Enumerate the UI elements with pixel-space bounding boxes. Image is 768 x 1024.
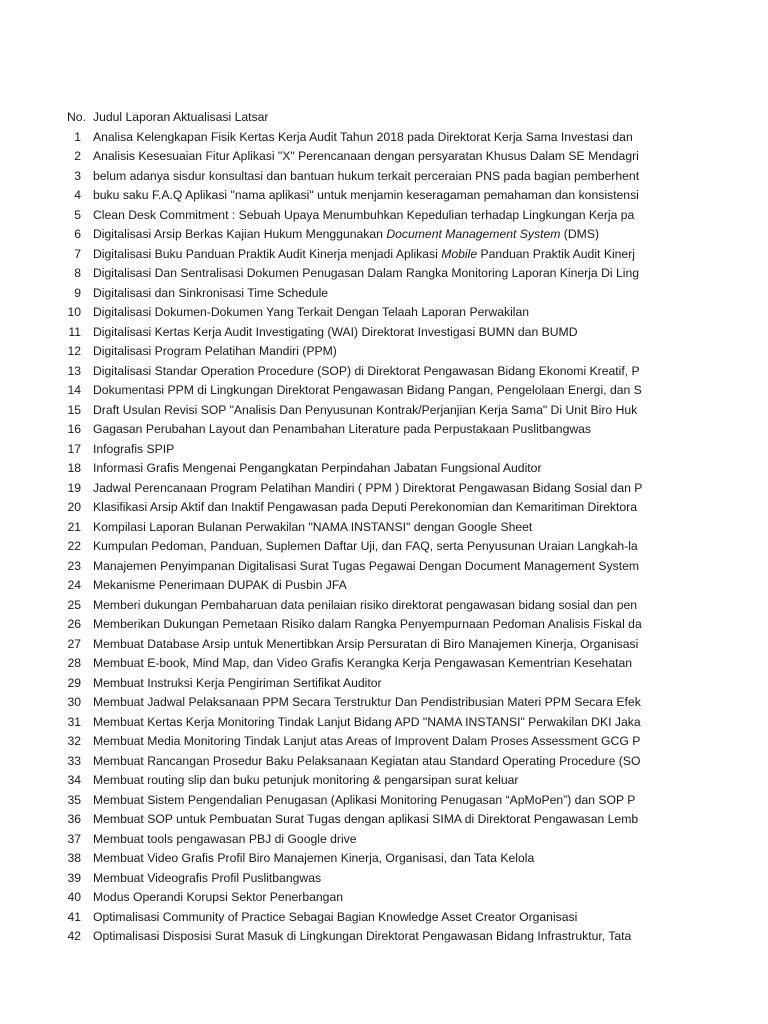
row-title <box>93 479 655 499</box>
column-header-no: No. <box>67 110 86 124</box>
row-number: 18 <box>67 461 81 475</box>
column-header-title: Judul Laporan Aktualisasi Latsar <box>93 110 269 124</box>
row-title-text: Gagasan Perubahan Layout dan Penambahan Literature pada Perpustakaan Puslitbangwas <box>93 422 592 436</box>
row-title-text: Digitalisasi Arsip Berkas Kajian Hukum Menggunakan <box>93 227 387 241</box>
row-title <box>93 284 655 304</box>
table-row <box>0 147 768 167</box>
row-number: 22 <box>67 539 81 553</box>
table-row <box>0 849 768 869</box>
row-title-text: Digitalisasi Dan Sentralisasi Dokumen Penugasan Dalam Rangka Monitoring Laporan Kinerja Di Ling <box>93 266 640 280</box>
row-number: 23 <box>67 558 81 573</box>
table-row <box>0 869 768 889</box>
row-title <box>93 167 655 187</box>
row-number: 39 <box>67 870 81 885</box>
table-row <box>0 479 768 499</box>
row-number: 24 <box>67 578 81 592</box>
row-title-text: Jadwal Perencanaan Program Pelatihan Mandiri ( PPM ) Direktorat Pengawasan Bidang Sosial dan P <box>93 480 643 495</box>
row-title <box>93 869 655 889</box>
row-title-text: buku saku F.A.Q Aplikasi "nama aplikasi" untuk menjamin keseragaman pemahaman dan konsistensi <box>93 188 639 202</box>
table-row <box>0 576 768 596</box>
row-title-text: Membuat routing slip dan buku petunjuk monitoring & pengarsipan surat keluar <box>93 773 519 787</box>
row-title <box>93 459 655 479</box>
row-title-text: Kumpulan Pedoman, Panduan, Suplemen Daftar Uji, dan FAQ, serta Penyusunan Uraian Langkah-la <box>93 539 638 553</box>
table-row <box>0 771 768 791</box>
row-number: 28 <box>67 656 81 670</box>
row-number: 35 <box>67 792 81 807</box>
row-title-text: Membuat Videografis Profil Puslitbangwas <box>93 870 322 885</box>
row-number: 10 <box>67 305 81 319</box>
row-title <box>93 498 655 518</box>
table-row <box>0 342 768 362</box>
table-row <box>0 888 768 908</box>
row-title-suffix: Panduan Praktik Audit Kinerj <box>477 246 635 261</box>
row-number: 8 <box>74 266 81 280</box>
row-title <box>93 537 655 557</box>
row-number: 32 <box>67 734 81 748</box>
row-title-text: Membuat Sistem Pengendalian Penugasan (Aplikasi Monitoring Penugasan “ApMoPen”) dan SOP P <box>93 792 636 807</box>
row-number: 36 <box>67 812 81 826</box>
row-title-text: Membuat Video Grafis Profil Biro Manajemen Kinerja, Organisasi, dan Tata Kelola <box>93 851 535 865</box>
row-title-text: Membuat Database Arsip untuk Menertibkan Arsip Persuratan di Biro Manajemen Kinerja, Organisasi <box>93 636 639 651</box>
row-title-suffix: (DMS) <box>560 227 600 241</box>
row-number: 15 <box>67 402 81 417</box>
row-title-text: Membuat Instruksi Kerja Pengiriman Sertifikat Auditor <box>93 675 382 690</box>
table-row <box>0 245 768 265</box>
row-number: 21 <box>67 519 81 534</box>
row-number: 33 <box>67 753 81 768</box>
row-title <box>93 752 655 772</box>
table-row <box>0 225 768 245</box>
table-row <box>0 381 768 401</box>
table-row <box>0 206 768 226</box>
row-title-text: Memberikan Dukungan Pemetaan Risiko dalam Rangka Penyempurnaan Pedoman Analisis Fiskal da <box>93 617 642 631</box>
row-title-text: Digitalisasi Dokumen-Dokumen Yang Terkait Dengan Telaah Laporan Perwakilan <box>93 305 530 319</box>
row-number: 30 <box>67 695 81 709</box>
row-number: 25 <box>67 597 81 612</box>
row-number: 9 <box>74 285 81 300</box>
table-row <box>0 654 768 674</box>
row-title <box>93 674 655 694</box>
row-title <box>93 147 655 167</box>
spreadsheet-table <box>0 108 768 947</box>
table-body <box>0 128 768 947</box>
row-number: 6 <box>74 227 81 241</box>
row-title-text: Membuat SOP untuk Pembuatan Surat Tugas dengan aplikasi SIMA di Direktorat Pengawasan Lemb <box>93 812 639 826</box>
row-title <box>93 206 655 226</box>
row-title <box>93 557 655 577</box>
row-title-text: Membuat tools pengawasan PBJ di Google drive <box>93 831 357 846</box>
row-title-text: Membuat Kertas Kerja Monitoring Tindak Lanjut Bidang APD "NAMA INSTANSI" Perwakilan DKI Jaka <box>93 714 641 729</box>
row-title-text: Draft Usulan Revisi SOP "Analisis Dan Penyusunan Kontrak/Perjanjian Kerja Sama" Di Unit Biro Huk <box>93 402 638 417</box>
row-title-text: Manajemen Penyimpanan Digitalisasi Surat Tugas Pegawai Dengan Document Management System <box>93 558 640 573</box>
table-row <box>0 635 768 655</box>
row-title <box>93 440 655 460</box>
row-number: 2 <box>74 149 81 163</box>
row-title-text: Kompilasi Laporan Bulanan Perwakilan "NAMA INSTANSI" dengan Google Sheet <box>93 519 533 534</box>
row-title-text: Analisis Kesesuaian Fitur Aplikasi "X" Perencanaan dengan persyaratan Khusus Dalam SE Mendagri <box>93 149 639 163</box>
row-title-text: Clean Desk Commitment : Sebuah Upaya Menumbuhkan Kepedulian terhadap Lingkungan Kerja pa <box>93 207 635 222</box>
row-number: 29 <box>67 675 81 690</box>
row-title <box>93 420 655 440</box>
row-number: 19 <box>67 480 81 495</box>
row-title <box>93 186 655 206</box>
table-row <box>0 420 768 440</box>
row-title-text: Optimalisasi Disposisi Surat Masuk di Lingkungan Direktorat Pengawasan Bidang Infrastruktur, Tata <box>93 929 632 943</box>
row-title <box>93 362 655 382</box>
row-number: 3 <box>74 168 81 183</box>
row-title <box>93 771 655 791</box>
row-title <box>93 654 655 674</box>
row-title-text: Informasi Grafis Mengenai Pengangkatan Perpindahan Jabatan Fungsional Auditor <box>93 461 542 475</box>
row-title <box>93 810 655 830</box>
row-title <box>93 908 655 928</box>
table-row <box>0 537 768 557</box>
row-number: 7 <box>74 246 81 261</box>
table-row <box>0 596 768 616</box>
row-number: 5 <box>74 207 81 222</box>
row-number: 27 <box>67 636 81 651</box>
table-row <box>0 323 768 343</box>
row-title-italic: Document Management System <box>386 227 561 241</box>
row-number: 41 <box>67 909 81 924</box>
table-row <box>0 791 768 811</box>
table-row <box>0 927 768 947</box>
row-title <box>93 791 655 811</box>
row-title <box>93 713 655 733</box>
row-number: 14 <box>67 383 81 397</box>
row-title-text: Digitalisasi dan Sinkronisasi Time Schedule <box>93 285 329 300</box>
row-title <box>93 732 655 752</box>
table-row <box>0 908 768 928</box>
row-title <box>93 342 655 362</box>
table-row <box>0 518 768 538</box>
table-row <box>0 830 768 850</box>
row-number: 12 <box>67 344 81 358</box>
row-number: 42 <box>67 929 81 943</box>
row-title <box>93 849 655 869</box>
row-title <box>93 615 655 635</box>
table-row <box>0 615 768 635</box>
row-title <box>93 888 655 908</box>
row-title-text: Membuat E-book, Mind Map, dan Video Grafis Kerangka Kerja Pengawasan Kementrian Kesehatan <box>93 656 633 670</box>
table-row <box>0 362 768 382</box>
row-title-text: Membuat Rancangan Prosedur Baku Pelaksanaan Kegiatan atau Standard Operating Procedure (SO <box>93 753 641 768</box>
row-title-text: Optimalisasi Community of Practice Sebagai Bagian Knowledge Asset Creator Organisasi <box>93 909 578 924</box>
row-title-text: Infografis SPIP <box>93 441 175 456</box>
row-title <box>93 518 655 538</box>
row-number: 38 <box>67 851 81 865</box>
row-title <box>93 830 655 850</box>
table-row <box>0 401 768 421</box>
row-title <box>93 635 655 655</box>
row-title <box>93 225 655 245</box>
row-title-text: Dokumentasi PPM di Lingkungan Direktorat Pengawasan Bidang Pangan, Pengelolaan Energi, dan S <box>93 383 642 397</box>
row-number: 31 <box>67 714 81 729</box>
table-row <box>0 752 768 772</box>
row-title-text: Membuat Jadwal Pelaksanaan PPM Secara Terstruktur Dan Pendistribusian Materi PPM Secara Efek <box>93 695 641 709</box>
row-number: 34 <box>67 773 81 787</box>
row-number: 17 <box>67 441 81 456</box>
row-title <box>93 264 655 284</box>
row-title-text: Mekanisme Penerimaan DUPAK di Pusbin JFA <box>93 578 347 592</box>
table-row <box>0 713 768 733</box>
row-title <box>93 128 655 148</box>
row-title-text: Digitalisasi Program Pelatihan Mandiri (PPM) <box>93 344 337 358</box>
table-row <box>0 498 768 518</box>
row-title-text: Digitalisasi Standar Operation Procedure (SOP) di Direktorat Pengawasan Bidang Ekonomi Kreatif, P <box>93 363 640 378</box>
row-number: 26 <box>67 617 81 631</box>
row-number: 11 <box>68 324 81 339</box>
table-row <box>0 810 768 830</box>
table-row <box>0 128 768 148</box>
row-number: 20 <box>67 500 81 514</box>
table-header-row <box>0 108 768 128</box>
row-title-text: belum adanya sisdur konsultasi dan bantuan hukum terkait perceraian PNS pada bagian pemberhent <box>93 168 640 183</box>
table-row <box>0 693 768 713</box>
row-title-text: Membuat Media Monitoring Tindak Lanjut atas Areas of Improvent Dalam Proses Assessment GCG P <box>93 734 641 748</box>
table-row <box>0 557 768 577</box>
table-row <box>0 732 768 752</box>
row-title <box>93 596 655 616</box>
row-title-text: Digitalisasi Kertas Kerja Audit Investigating (WAI) Direktorat Investigasi BUMN dan BUMD <box>93 324 578 339</box>
table-row <box>0 167 768 187</box>
row-title <box>93 245 655 265</box>
row-number: 40 <box>67 890 81 904</box>
row-title <box>93 323 655 343</box>
row-title-text: Klasifikasi Arsip Aktif dan Inaktif Pengawasan pada Deputi Perekonomian dan Kemaritiman Direktora <box>93 500 637 514</box>
table-row <box>0 303 768 323</box>
row-number: 37 <box>67 831 81 846</box>
row-title <box>93 693 655 713</box>
row-title-text: Digitalisasi Buku Panduan Praktik Audit Kinerja menjadi Aplikasi <box>93 246 442 261</box>
row-title <box>93 576 655 596</box>
table-row <box>0 459 768 479</box>
row-title <box>93 927 655 947</box>
row-number: 13 <box>67 363 81 378</box>
row-number: 1 <box>74 129 81 144</box>
row-title-text: Memberi dukungan Pembaharuan data penilaian risiko direktorat pengawasan bidang sosial dan pen <box>93 597 638 612</box>
row-title-text: Analisa Kelengkapan Fisik Kertas Kerja Audit Tahun 2018 pada Direktorat Kerja Sama Investasi dan <box>93 129 633 144</box>
row-number: 4 <box>74 188 81 202</box>
row-title <box>93 401 655 421</box>
row-title <box>93 381 655 401</box>
row-title <box>93 303 655 323</box>
table-row <box>0 440 768 460</box>
table-row <box>0 264 768 284</box>
row-title-text: Modus Operandi Korupsi Sektor Penerbangan <box>93 890 343 904</box>
row-title-italic: Mobile <box>441 246 478 261</box>
table-row <box>0 186 768 206</box>
table-row <box>0 674 768 694</box>
row-number: 16 <box>67 422 81 436</box>
table-row <box>0 284 768 304</box>
